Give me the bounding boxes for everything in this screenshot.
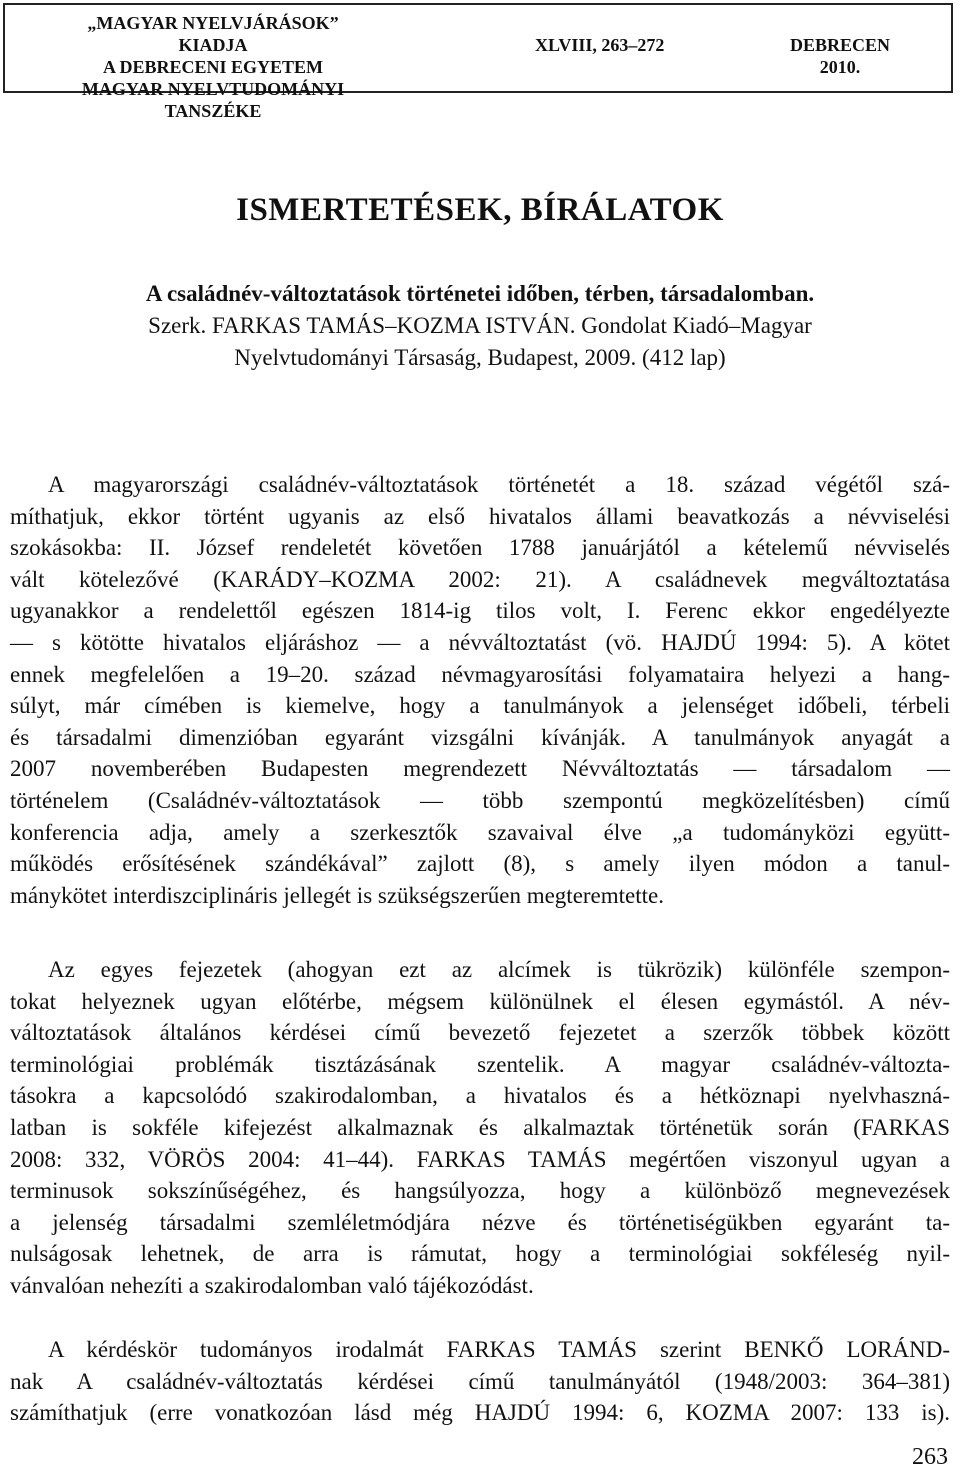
text-line: tásokra a kapcsolódó szakirodalomban, a hivatalos és a hétköznapi nyelvhaszná- [10, 1083, 950, 1109]
text-line: mánykötet interdiszciplináris jellegét is szükségszerűen megteremtette. [10, 882, 664, 908]
text-line: konferencia adja, amely a szerkesztők szavaival élve „a tudományközi együtt- [10, 819, 950, 845]
paragraph-1 [10, 469, 950, 911]
text-line: működés erősítésének szándékával” zajlott (8), s amely ilyen módon a tanul- [10, 851, 950, 877]
book-citation [0, 278, 960, 374]
text-line: terminusok sokszínűségéhez, és hangsúlyozza, hogy a különböző megnevezések [10, 1178, 950, 1204]
text-line: súlyt, már címében is kiemelve, hogy a tanulmányok a jelenséget időbeli, térbeli [10, 693, 950, 719]
publisher-line: „MAGYAR NYELVJÁRÁSOK” [87, 13, 339, 33]
text-line: latban is sokféle kifejezést alkalmaznak és alkalmaztak történetük során (FARKAS [10, 1114, 950, 1140]
book-publisher-info: Nyelvtudományi Társaság, Budapest, 2009. (412 lap) [234, 345, 726, 370]
text-line: és társadalmi dimenzióban egyaránt vizsgálni kívánják. A tanulmányok anyagát a [10, 724, 950, 750]
text-line: történelem (Családnév-változtatások — több szempontú megközelítésben) című [10, 787, 950, 813]
text-line: 2008: 332, VÖRÖS 2004: 41–44). FARKAS TAMÁS megértően viszonyul ugyan a [10, 1146, 950, 1172]
place-year [785, 34, 895, 78]
publisher-line: MAGYAR NYELVTUDOMÁNYI TANSZÉKE [81, 79, 345, 121]
text-line: — s kötötte hivatalos eljáráshoz — a névváltoztatást (vö. HAJDÚ 1994: 5). A kötet [10, 629, 950, 655]
text-line: ugyanakkor a rendelettől egészen 1814-ig tilos volt, I. Ferenc ekkor engedélyezte [10, 598, 950, 624]
city: DEBRECEN [789, 35, 891, 55]
text-line: A magyarországi családnév-változtatások történetét a 18. század végétől szá- [48, 472, 950, 497]
journal-header [3, 3, 953, 121]
text-line: számíthatjuk (erre vonatkozóan lásd még HAJDÚ 1994: 6, KOZMA 2007: 133 is). [10, 1400, 950, 1426]
volume-pages: XLVIII, 263–272 [535, 35, 665, 55]
text-line: nak A családnév-változtatás kérdései című tanulmányától (1948/2003: 364–381) [10, 1368, 950, 1394]
publisher-line: KIADJA [178, 35, 248, 55]
text-line: Az egyes fejezetek (ahogyan ezt az alcímek is tükrözik) különféle szempon- [48, 957, 950, 982]
text-line: nulságosak lehetnek, de arra is rámutat, hogy a terminológiai sokféleség nyil- [10, 1241, 950, 1267]
text-line: tokat helyeznek ugyan előtérbe, mégsem különülnek el élesen egymástól. A név- [10, 988, 950, 1014]
section-title: ISMERTETÉSEK, BÍRÁLATOK [236, 192, 724, 228]
text-line: terminológiai problémák tisztázásának szentelik. A magyar családnév-változta- [10, 1051, 950, 1077]
book-editors-publisher: Szerk. FARKAS TAMÁS–KOZMA ISTVÁN. Gondolat Kiadó–Magyar [148, 313, 812, 338]
text-line: A kérdéskör tudományos irodalmát FARKAS TAMÁS szerint BENKŐ LORÁND- [48, 1337, 950, 1362]
text-line: 2007 novemberében Budapesten megrendezett Névváltoztatás — társadalom — [10, 756, 950, 782]
text-line: ennek megfelelően a 19–20. század névmagyarosítási folyamataira helyezi a hang- [10, 661, 950, 687]
text-line: szokásokba: II. József rendeletét követően 1788 januárjától a kételemű névviselés [10, 535, 950, 561]
page-number: 263 [912, 1444, 948, 1470]
text-line: míthatjuk, ekkor történt ugyanis az első hivatalos állami beavatkozás a névviselési [10, 503, 950, 529]
text-line: a jelenség társadalmi szemléletmódjára nézve és történetiségükben egyaránt ta- [10, 1209, 950, 1235]
text-line: vánvalóan nehezíti a szakirodalomban való tájékozódást. [10, 1272, 534, 1298]
text-line: változtatások általános kérdései című bevezető fejezetet a szerzők többek között [10, 1020, 950, 1046]
publisher-line: A DEBRECENI EGYETEM [102, 57, 324, 77]
paragraph-3 [10, 1334, 950, 1429]
publisher-block [43, 12, 383, 122]
text-line: vált kötelezővé (KARÁDY–KOZMA 2002: 21). A családnevek megváltoztatása [10, 566, 950, 592]
year: 2010. [819, 57, 861, 77]
book-title: A családnév-változtatások történetei időben, térben, társadalomban. [145, 281, 815, 306]
paragraph-2 [10, 954, 950, 1302]
